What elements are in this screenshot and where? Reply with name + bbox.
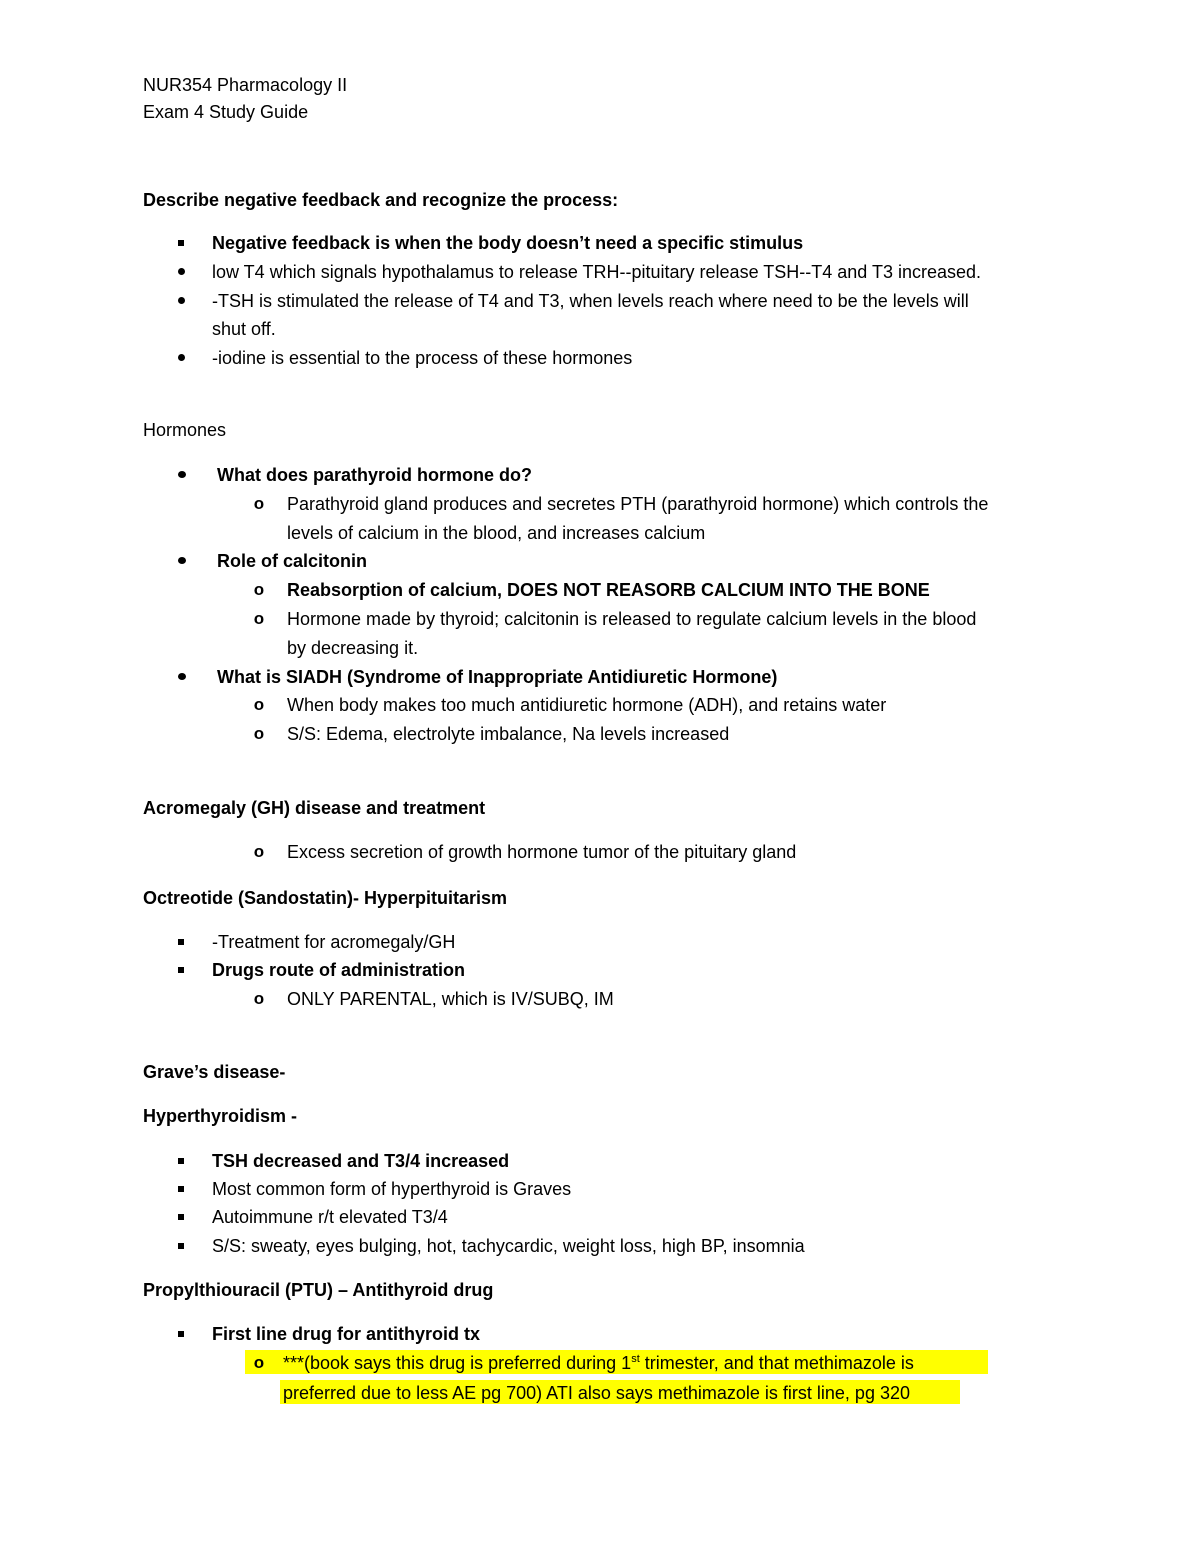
square-bullet-icon — [173, 1178, 189, 1200]
hollow-bullet-icon: o — [253, 580, 265, 599]
hollow-bullet-icon: o — [253, 842, 265, 861]
square-bullet-icon — [173, 1235, 189, 1257]
section-heading-hyperthyroidism: Hyperthyroidism - — [143, 1106, 298, 1126]
list-item: Role of calcitonin — [217, 551, 368, 571]
list-item: -iodine is essential to the process of these hormones — [212, 348, 633, 368]
sub-list-item: Hormone made by thyroid; calcitonin is released to regulate calcium levels in the blood — [287, 609, 977, 629]
hollow-bullet-icon: o — [253, 989, 265, 1008]
square-bullet-icon — [173, 959, 189, 981]
round-bullet-icon — [173, 261, 189, 283]
document-subtitle: Exam 4 Study Guide — [143, 102, 309, 122]
highlighted-note — [283, 1352, 914, 1374]
sub-list-item-continuation: by decreasing it. — [287, 638, 419, 658]
list-item-continuation: shut off. — [212, 319, 276, 339]
list-item: Drugs route of administration — [212, 960, 466, 980]
list-item: What does parathyroid hormone do? — [217, 465, 533, 485]
sub-list-item: Parathyroid gland produces and secretes PTH (parathyroid hormone) which controls the — [287, 494, 989, 514]
section-heading-graves: Grave’s disease- — [143, 1062, 286, 1082]
sub-list-item: When body makes too much antidiuretic hormone (ADH), and retains water — [287, 695, 887, 715]
round-bullet-icon — [173, 347, 189, 369]
sub-list-item: Reabsorption of calcium, DOES NOT REASORB CALCIUM INTO THE BONE — [287, 580, 930, 600]
list-item: -TSH is stimulated the release of T4 and T3, when levels reach where need to be the levels will — [212, 291, 969, 311]
round-bullet-icon — [174, 666, 190, 688]
section-heading-octreotide: Octreotide (Sandostatin)- Hyperpituitarism — [143, 888, 508, 908]
round-bullet-icon — [173, 290, 189, 312]
hollow-bullet-icon: o — [253, 695, 265, 714]
list-item: -Treatment for acromegaly/GH — [212, 932, 456, 952]
section-heading-negative-feedback: Describe negative feedback and recognize the process: — [143, 190, 619, 210]
highlighted-note-continuation: preferred due to less AE pg 700) ATI also says methimazole is first line, pg 320 — [283, 1383, 910, 1403]
square-bullet-icon — [173, 1150, 189, 1172]
square-bullet-icon — [173, 1323, 189, 1345]
square-bullet-icon — [173, 931, 189, 953]
note-text: trimester, and that methimazole is — [639, 1353, 914, 1373]
hollow-bullet-icon: o — [253, 724, 265, 743]
list-item: Most common form of hyperthyroid is Graves — [212, 1179, 572, 1199]
hollow-bullet-icon: o — [253, 609, 265, 628]
note-text: ***(book says this drug is preferred during 1 — [283, 1353, 632, 1373]
list-item: low T4 which signals hypothalamus to release TRH--pituitary release TSH--T4 and T3 increased. — [212, 262, 982, 282]
list-item: Negative feedback is when the body doesn’t need a specific stimulus — [212, 233, 804, 253]
ordinal-superscript: st — [631, 1353, 640, 1365]
sub-list-item: Excess secretion of growth hormone tumor of the pituitary gland — [287, 842, 797, 862]
sub-list-item: ONLY PARENTAL, which is IV/SUBQ, IM — [287, 989, 614, 1009]
square-bullet-icon — [173, 232, 189, 254]
course-title: NUR354 Pharmacology II — [143, 75, 348, 95]
hollow-bullet-icon: o — [253, 1353, 265, 1372]
hollow-bullet-icon: o — [253, 494, 265, 513]
sub-list-item-continuation: levels of calcium in the blood, and increases calcium — [287, 523, 706, 543]
list-item: First line drug for antithyroid tx — [212, 1324, 481, 1344]
sub-list-item: S/S: Edema, electrolyte imbalance, Na levels increased — [287, 724, 730, 744]
section-heading-acromegaly: Acromegaly (GH) disease and treatment — [143, 798, 486, 818]
section-heading-hormones: Hormones — [143, 420, 227, 440]
square-bullet-icon — [173, 1206, 189, 1228]
list-item: TSH decreased and T3/4 increased — [212, 1151, 510, 1171]
list-item: S/S: sweaty, eyes bulging, hot, tachycardic, weight loss, high BP, insomnia — [212, 1236, 805, 1256]
list-item: Autoimmune r/t elevated T3/4 — [212, 1207, 448, 1227]
section-heading-ptu: Propylthiouracil (PTU) – Antithyroid drug — [143, 1280, 494, 1300]
round-bullet-icon — [174, 550, 190, 572]
list-item: What is SIADH (Syndrome of Inappropriate Antidiuretic Hormone) — [217, 667, 778, 687]
round-bullet-icon — [174, 464, 190, 486]
